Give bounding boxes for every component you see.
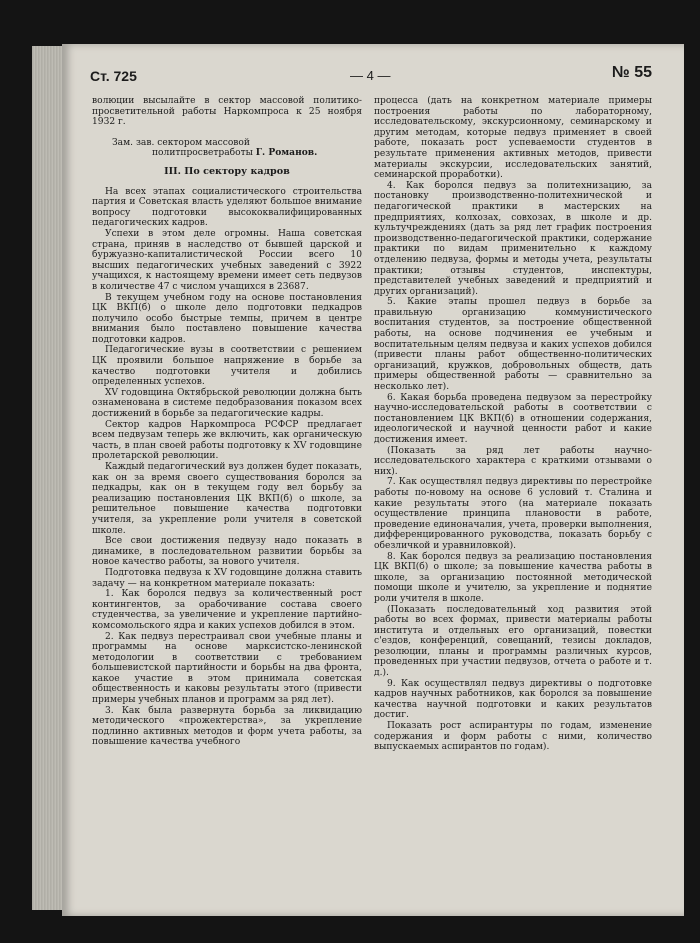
- right-paragraph: процесса (дать на конкретном материале примеры построения работы по лабораторному, исследовательскому, экскурсионному, семинарскому и другим методам, которые педвуз применяет в своей работе, показать рост успеваемости студентов в результате применения активных методов, привести материалы экскурсии, исследовательских занятий, семинарской проработки).: [374, 96, 652, 181]
- left-paragraph: На всех этапах социалистического строительства партия и Советская власть уделяют большое внимание вопросу подготовки высококвалифицированных педагогических кадров.: [92, 186, 362, 229]
- left-paragraph: 3. Как была развернута борьба за ликвидацию методического «прожектерства», за укрепление подлинно активных методов и форм учета работы, за повышение качества учебного: [92, 705, 362, 748]
- article-number: Ст. 725: [90, 68, 137, 84]
- right-paragraph: 7. Как осуществлял педвуз директивы по перестройке работы по-новому на основе 6 условий т. Сталина и какие результаты этого (на материале показать осуществление принципа плановости в работе, проведение единоначалия, учета, проверки выполнения, дифференцированного руководства, показать борьбу с обезличкой и уравниловкой).: [374, 477, 652, 551]
- left-paragraphs: [92, 187, 362, 748]
- left-paragraph: Успехи в этом деле огромны. Наша советская страна, приняв в наследство от бывшей царской и буржуазно-капиталистической России всего 10 высших педагогических учебных заведений с 3922 учащихся, к настоящему времени имеет сеть педвузов в количестве 47 с числом учащихся в 23687.: [92, 228, 362, 292]
- issue-number: № 55: [611, 64, 652, 81]
- right-paragraph: 8. Как боролся педвуз за реализацию постановления ЦК ВКП(б) о школе; за повышение качества работы в школе, за организацию постоянной методической помощи школе и учителю, за укрепление и поднятие роли учителя в школе.: [374, 551, 652, 604]
- right-paragraph: (Показать последовательный ход развития этой работы во всех формах, привести материалы работы института и отдельных его организаций, повестки с'ездов, конференций, совещаний, тезисы докладов, резолюции, планы и программы различных курсов, проведенных при участии педвузов, отчета о работе и т. д.).: [374, 604, 652, 679]
- left-paragraph: Подготовка педвуза к XV годовщине должна ставить задачу — на конкретном материале показать:: [92, 567, 362, 589]
- right-paragraph: Показать рост аспирантуры по годам, изменение содержания и форм работы с ними, количество выпускаемых аспирантов по годам).: [374, 721, 652, 753]
- page-number: — 4 —: [350, 68, 391, 83]
- left-paragraph: Педагогические вузы в соответствии с решением ЦК проявили большое напряжение в борьбе за качество подготовки учителя и добились определенных успехов.: [92, 345, 362, 388]
- left-paragraph: Каждый педагогический вуз должен будет показать, как он за время своего существования боролся за педкадры, как он в текущем году вел борьбу за реализацию постановления ЦК ВКП(б) о школе, за решительное повышение качества подготовки учителя, за укрепление роли учителя в советской школе.: [92, 462, 362, 536]
- right-paragraph: 9. Как осуществлял педвуз директивы о подготовке кадров научных работников, как боролся за повышение качества научной подготовки и каких результатов достиг.: [374, 678, 652, 721]
- signature-line-2: [92, 148, 362, 159]
- right-column: [374, 96, 652, 753]
- left-column: [92, 96, 362, 748]
- signature-role: политпросветработы: [152, 148, 253, 159]
- right-paragraphs: [374, 96, 652, 753]
- signature-name: Г. Романов.: [255, 147, 318, 159]
- left-paragraph: 1. Как боролся педвуз за количественный рост контингентов, за орабочивание состава своего студенчества, за увеличение и укрепление партийно-комсомольского ядра и каких успехов добился в этом.: [92, 589, 362, 631]
- right-paragraph: (Показать за ряд лет работы научно-исследовательского характера с краткими отзывами о них).: [374, 445, 652, 477]
- left-paragraph: Сектор кадров Наркомпроса РСФСР предлагает всем педвузам теперь же включить, как органическую часть, в план своей работы подготовку к XV годовщине пролетарской революции.: [92, 419, 362, 462]
- intro-paragraph: волюции высылайте в сектор массовой политико-просветительной работы Наркомпроса к 25 ноября 1932 г.: [92, 96, 362, 128]
- right-paragraph: 6. Какая борьба проведена педвузом за перестройку научно-исследовательской работы в соответствии с постановлением ЦК ВКП(б) в отношении содержания, идеологической и научной ценности работ и какие достижения имеет.: [374, 392, 652, 445]
- left-paragraph: В текущем учебном году на основе постановления ЦК ВКП(б) о школе дело подготовки педкадров получило особо быстрые темпы, причем в центре внимания было поставлено повышение качества подготовки кадров.: [92, 292, 362, 345]
- left-paragraph: Все свои достижения педвузу надо показать в динамике, в последовательном развитии борьбы за новое качество работы, за нового учителя.: [92, 536, 362, 568]
- document-page: [62, 44, 684, 916]
- page-header: [90, 64, 664, 92]
- left-paragraph: 2. Как педвуз перестраивал свои учебные планы и программы на основе марксистско-ленинской методологии в соответствии с требованием большевистской партийности и борьбы на два фронта, какое участие в этом принимала советская общественность и каковы результаты этого (привести примеры учебных планов и программ за ряд лет).: [92, 631, 362, 706]
- right-paragraph: 5. Какие этапы прошел педвуз в борьбе за правильную организацию коммунистического воспитания студентов, за построение общественной работы, на основе подчинения ее учебным и воспитательным целям педвуза и каких успехов добился (привести планы работ общественно-политических организаций, кружков, добровольных обществ, дать примеры общественной работы — сравнительно за несколько лет).: [374, 297, 652, 393]
- signature-line-1: Зам. зав. сектором массовой: [112, 137, 250, 148]
- section-title: III. По сектору кадров: [164, 165, 290, 177]
- left-paragraph: XV годовщина Октябрьской революции должна быть ознаменована в системе педобразования показом всех достижений в борьбе за педагогические кадры.: [92, 387, 362, 420]
- right-paragraph: 4. Как боролся педвуз за политехнизацию, за постановку производственно-политехнической и педагогической практики в мастерских на предприятиях, колхозах, совхозах, в школе и др. культучреждениях (дать за ряд лет график построения производственно-педагогической практики, содержание практики по видам применительно к каждому отделению педвуза, формы и методы учета, результаты практики; отзывы студентов, инспектуры, представителей учебных заведений и предприятий и других организаций).: [374, 180, 652, 297]
